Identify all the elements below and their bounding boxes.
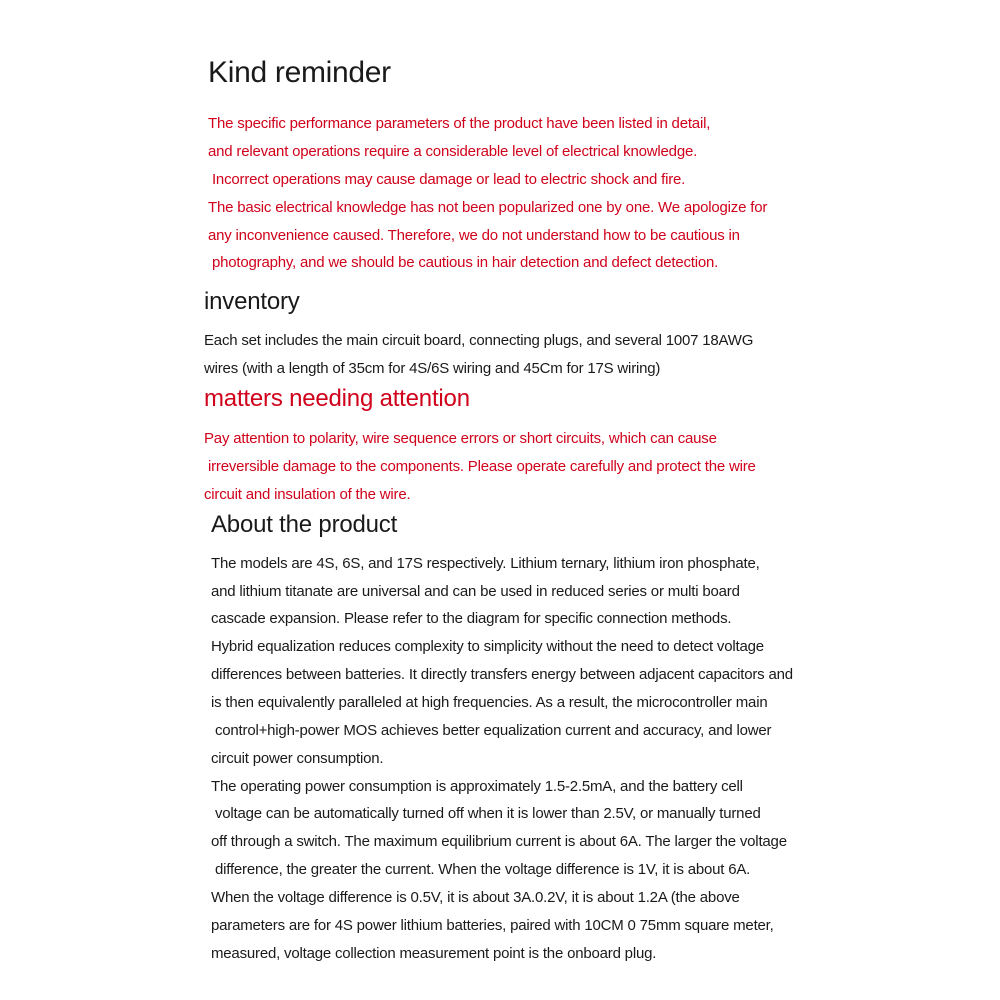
reminder-line: and relevant operations require a considerable level of electrical knowledge. (208, 143, 698, 160)
about-line: Hybrid equalization reduces complexity to simplicity without the need to detect voltage (211, 638, 764, 655)
reminder-heading: Kind reminder (208, 56, 391, 89)
about-line: The operating power consumption is approximately 1.5-2.5mA, and the battery cell (211, 778, 743, 795)
about-line: off through a switch. The maximum equilibrium current is about 6A. The larger the voltage (211, 833, 787, 850)
inventory-heading: inventory (204, 288, 300, 315)
inventory-line: wires (with a length of 35cm for 4S/6S wiring and 45Cm for 17S wiring) (204, 360, 661, 377)
reminder-line: any inconvenience caused. Therefore, we do not understand how to be cautious in (208, 227, 740, 244)
about-line: When the voltage difference is 0.5V, it is about 3A.0.2V, it is about 1.2A (the above (211, 889, 740, 906)
about-line: The models are 4S, 6S, and 17S respectively. Lithium ternary, lithium iron phosphate, (211, 555, 760, 572)
attention-line: Pay attention to polarity, wire sequence errors or short circuits, which can cause (204, 430, 717, 447)
reminder-line: The specific performance parameters of the product have been listed in detail, (208, 115, 711, 132)
attention-line: circuit and insulation of the wire. (204, 486, 411, 503)
about-line: cascade expansion. Please refer to the diagram for specific connection methods. (211, 610, 732, 627)
about-line: and lithium titanate are universal and can be used in reduced series or multi board (211, 583, 740, 600)
about-line: difference, the greater the current. When the voltage difference is 1V, it is about 6A. (211, 861, 751, 878)
about-line: control+high-power MOS achieves better equalization current and accuracy, and lower (211, 722, 772, 739)
about-line: voltage can be automatically turned off when it is lower than 2.5V, or manually turned (211, 805, 761, 822)
attention-heading: matters needing attention (204, 385, 470, 412)
attention-line: irreversible damage to the components. Please operate carefully and protect the wire (204, 458, 756, 475)
about-line: differences between batteries. It directly transfers energy between adjacent capacitors and (211, 666, 793, 683)
about-line: measured, voltage collection measurement point is the onboard plug. (211, 945, 657, 962)
about-heading: About the product (211, 511, 398, 538)
about-line: circuit power consumption. (211, 750, 384, 767)
inventory-line: Each set includes the main circuit board, connecting plugs, and several 1007 18AWG (204, 332, 754, 349)
reminder-line: The basic electrical knowledge has not been popularized one by one. We apologize for (208, 199, 768, 216)
about-line: parameters are for 4S power lithium batteries, paired with 10CM 0 75mm square meter, (211, 917, 774, 934)
about-line: is then equivalently paralleled at high frequencies. As a result, the microcontroller main (211, 694, 768, 711)
reminder-line: Incorrect operations may cause damage or lead to electric shock and fire. (208, 171, 686, 188)
reminder-line: photography, and we should be cautious in hair detection and defect detection. (208, 254, 719, 271)
